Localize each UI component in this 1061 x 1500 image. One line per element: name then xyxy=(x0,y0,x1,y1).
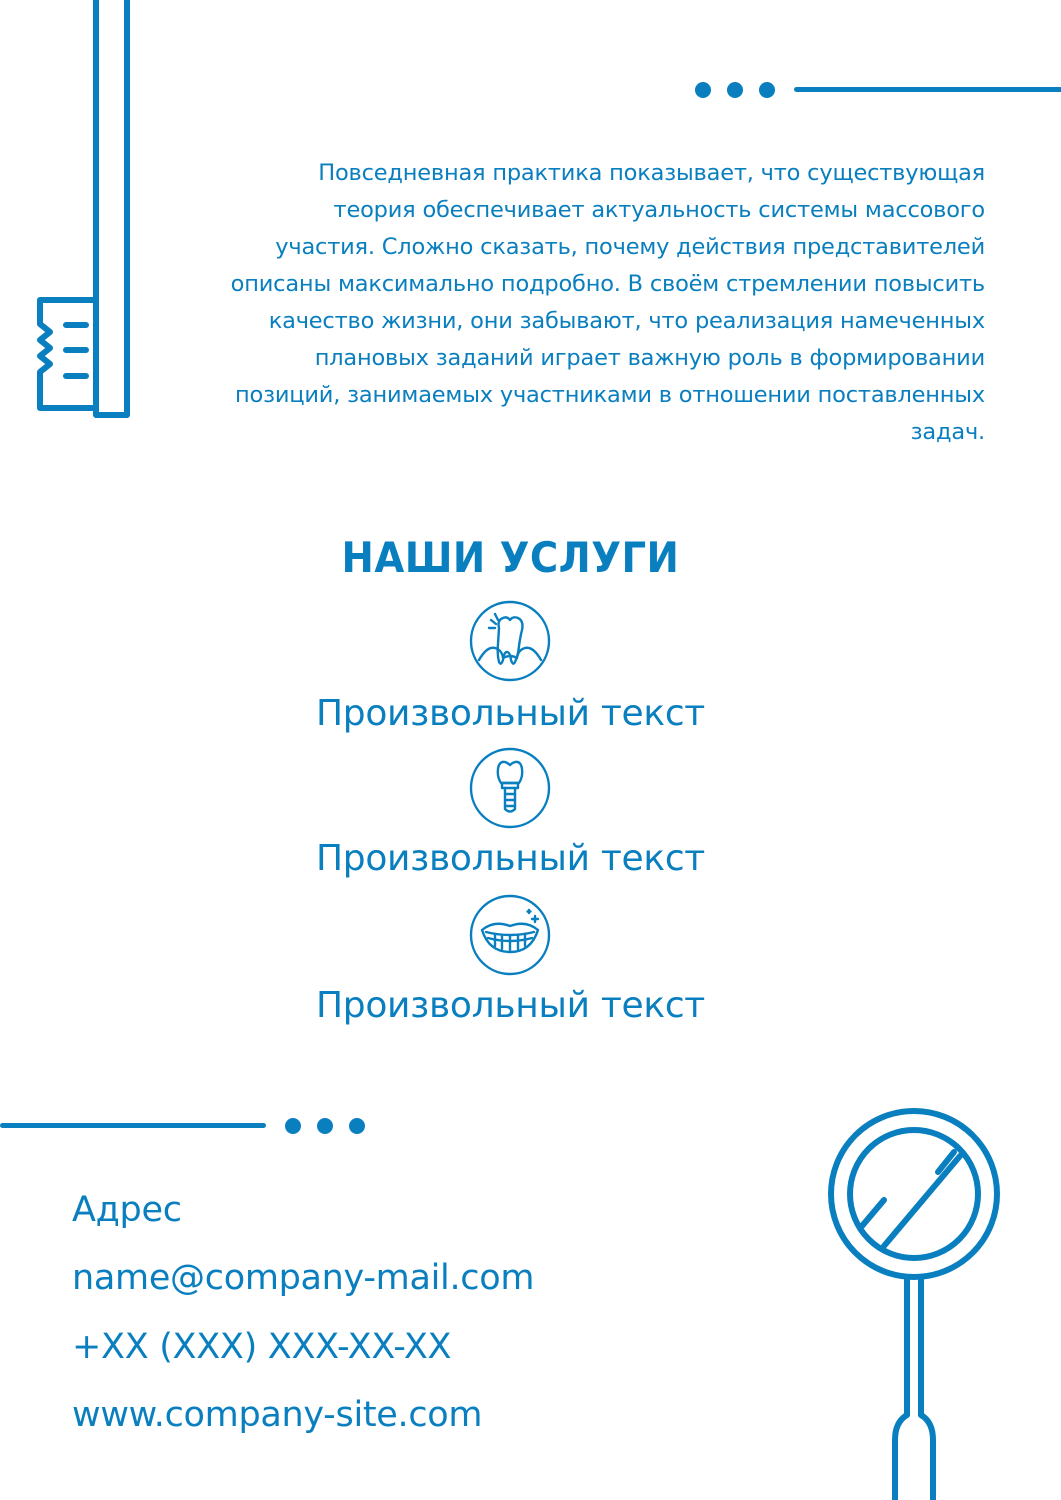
contact-address: Адрес xyxy=(72,1190,182,1230)
service-label: Произвольный текст xyxy=(316,693,705,734)
contact-website[interactable]: www.company-site.com xyxy=(72,1395,483,1435)
smile-teeth-icon xyxy=(469,894,551,976)
service-label: Произвольный текст xyxy=(316,838,705,879)
dental-implant-icon xyxy=(469,747,551,829)
service-label: Произвольный текст xyxy=(316,985,705,1026)
top-divider xyxy=(690,78,1061,102)
dental-mirror-icon xyxy=(822,1100,1007,1500)
intro-paragraph: Повседневная практика показывает, что существующая теория обеспечивает актуальность системы массового участия. Сложно сказать, почему действия представителей описаны максимально подробно. В своём стремлении повысить качество жизни, они забывают, что реализация намеченных плановых заданий играет важную роль в формировании позиций, занимаемых участниками в отношении поставленных задач. xyxy=(230,160,985,445)
contact-email[interactable]: name@company-mail.com xyxy=(72,1258,535,1298)
toothbrush-icon xyxy=(30,0,140,425)
contact-phone[interactable]: +XX (XXX) XXX-XX-XX xyxy=(72,1327,452,1367)
broken-tooth-icon xyxy=(469,600,551,682)
services-title: НАШИ УСЛУГИ xyxy=(341,533,680,582)
bottom-divider xyxy=(0,1114,370,1138)
